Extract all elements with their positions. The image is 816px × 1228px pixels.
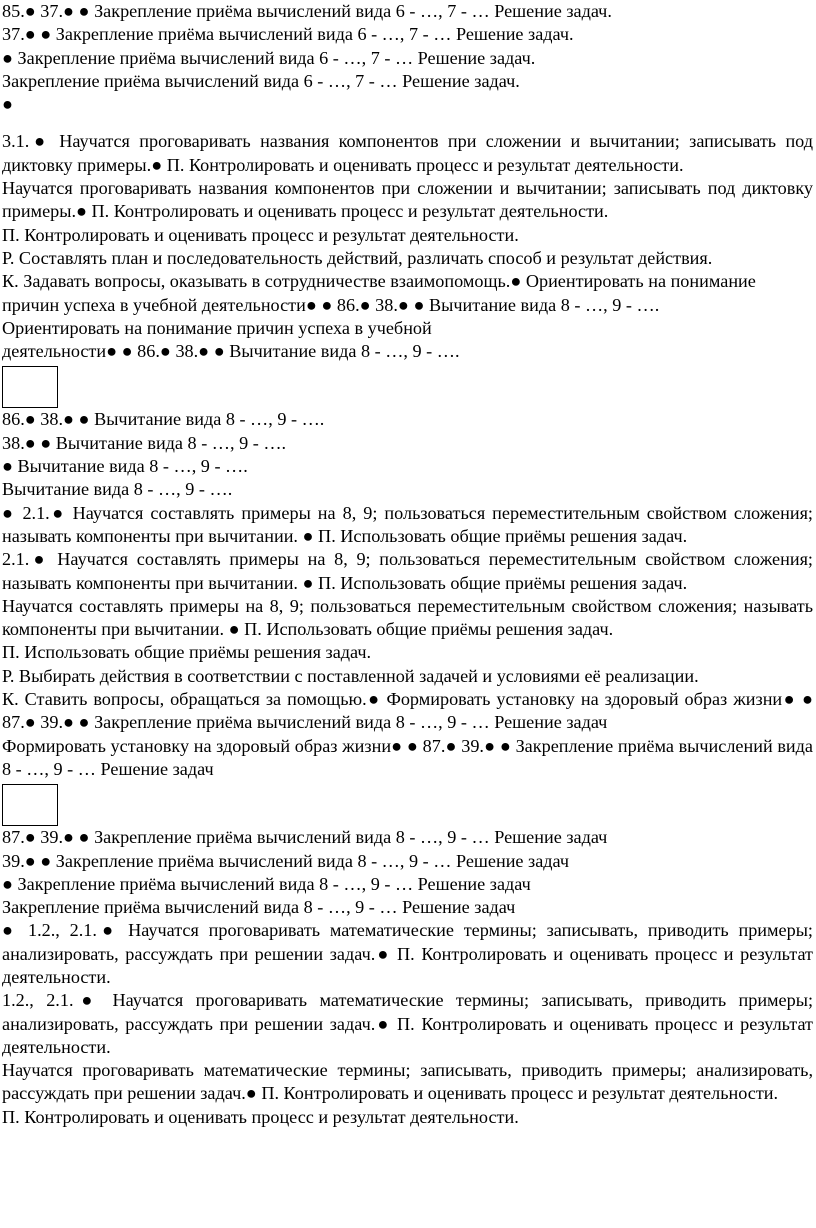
text-line: Вычитание вида 8 - …, 9 - …. xyxy=(2,479,233,500)
text-line: ● Закрепление приёма вычислений вида 8 - …, 9 - … Решение задач xyxy=(2,873,531,894)
text-line: 38.● ● Вычитание вида 8 - …, 9 - …. xyxy=(2,432,287,453)
empty-frame xyxy=(2,784,58,826)
text-line: 37.● ● Закрепление приёма вычислений вида 6 - …, 7 - … Решение задач. xyxy=(2,24,574,45)
text-line: 87.● 39.● ● Закрепление приёма вычислений вида 8 - …, 9 - … Решение задач xyxy=(2,827,608,848)
text-line: П. Использовать общие приёмы решения задач. xyxy=(2,642,372,663)
spacer xyxy=(2,116,813,130)
text-line: П. Контролировать и оценивать процесс и результат деятельности. xyxy=(2,224,519,245)
text-paragraph: К. Задавать вопросы, оказывать в сотрудничестве взаимопомощь.● Ориентировать на понимание причин успеха в учебной деятельности● ● 86.● 38.● ● Вычитание вида 8 - …, 9 - …. xyxy=(2,271,756,315)
text-line: Р. Выбирать действия в соответствии с поставленной задачей и условиями её реализации. xyxy=(2,665,699,686)
text-line: П. Контролировать и оценивать процесс и результат деятельности. xyxy=(2,1106,519,1127)
text-line: ● Вычитание вида 8 - …, 9 - …. xyxy=(2,456,248,477)
text-paragraph: Научатся проговаривать математические термины; записывать, приводить примеры; анализировать, рассуждать при решении задач.● П. Контролировать и оценивать процесс и результат деятельности. xyxy=(2,1060,813,1104)
text-line: Закрепление приёма вычислений вида 6 - …, 7 - … Решение задач. xyxy=(2,70,520,91)
text-paragraph: ● 1.2., 2.1.● Научатся проговаривать математические термины; записывать, приводить примеры; анализировать, рассуждать при решении задач.● П. Контролировать и оценивать процесс и результат деятельности. xyxy=(2,920,813,987)
text-line: 86.● 38.● ● Вычитание вида 8 - …, 9 - …. xyxy=(2,409,325,430)
text-paragraph: 1.2., 2.1.● Научатся проговаривать математические термины; записывать, приводить примеры; анализировать, рассуждать при решении задач.● П. Контролировать и оценивать процесс и результат деятельности. xyxy=(2,990,813,1057)
text-paragraph: 2.1.● Научатся составлять примеры на 8, 9; пользоваться переместительным свойством сложения; называть компоненты при вычитании. ● П. Использовать общие приёмы решения задач. xyxy=(2,549,813,593)
text-line: 85.● 37.● ● Закрепление приёма вычислений вида 6 - …, 7 - … Решение задач. xyxy=(2,1,612,21)
text-paragraph: Научатся составлять примеры на 8, 9; пользоваться переместительным свойством сложения; называть компоненты при вычитании. ● П. Использовать общие приёмы решения задач. xyxy=(2,595,813,640)
text-line: ● Закрепление приёма вычислений вида 6 - …, 7 - … Решение задач. xyxy=(2,47,536,68)
text-paragraph: Формировать установку на здоровый образ жизни● ● 87.● 39.● ● Закрепление приёма вычислений вида 8 - …, 9 - … Решение задач xyxy=(2,735,813,779)
text-paragraph: ● 2.1.● Научатся составлять примеры на 8, 9; пользоваться переместительным свойством сложения; называть компоненты при вычитании. ● П. Использовать общие приёмы решения задач. xyxy=(2,502,813,546)
text-line: Закрепление приёма вычислений вида 8 - …, 9 - … Решение задач xyxy=(2,897,516,918)
text-line: Ориентировать на понимание причин успеха в учебной xyxy=(2,317,432,338)
text-line: деятельности● ● 86.● 38.● ● Вычитание вида 8 - …, 9 - …. xyxy=(2,341,460,362)
bullet-line: ● xyxy=(2,94,13,115)
text-paragraph: Научатся проговаривать названия компонентов при сложении и вычитании; записывать под диктовку примеры.● П. Контролировать и оценивать процесс и результат деятельности. xyxy=(2,178,813,222)
text-line: 39.● ● Закрепление приёма вычислений вида 8 - …, 9 - … Решение задач xyxy=(2,850,570,871)
text-line: Р. Составлять план и последовательность действий, различать способ и результат действия. xyxy=(2,247,713,268)
empty-frame xyxy=(2,366,58,408)
text-paragraph: 3.1.● Научатся проговаривать названия компонентов при сложении и вычитании; записывать под диктовку примеры.● П. Контролировать и оценивать процесс и результат деятельности. xyxy=(2,131,813,175)
text-paragraph: К. Ставить вопросы, обращаться за помощью.● Формировать установку на здоровый образ жизни● ● 87.● 39.● ● Закрепление приёма вычислений вида 8 - …, 9 - … Решение задач xyxy=(2,689,813,733)
